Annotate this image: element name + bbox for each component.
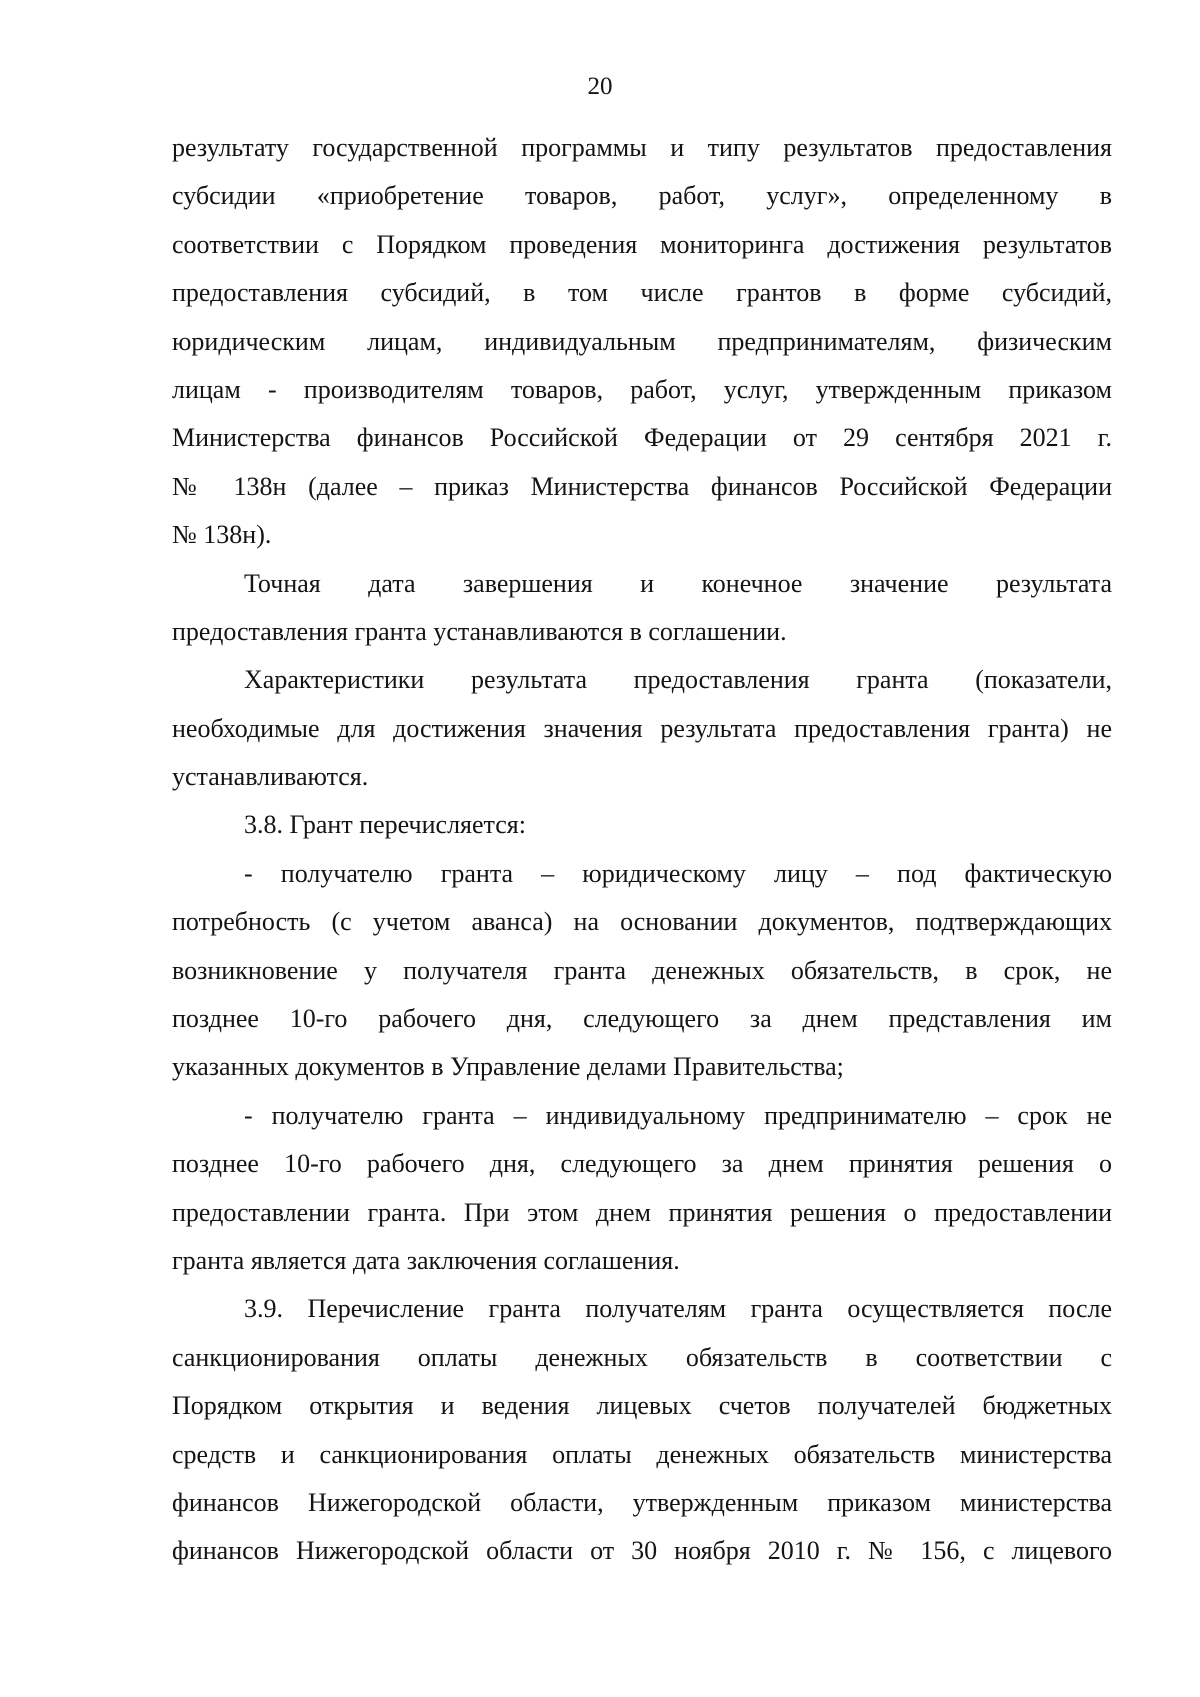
text-line: Министерства финансов Российской Федерации от 29 сентября 2021 г. [172, 423, 1112, 453]
text-line: Характеристики результата предоставления гранта (показатели, [244, 665, 1112, 695]
text-line: Точная дата завершения и конечное значение результата [244, 568, 1112, 598]
text-line: - получателю гранта – юридическому лицу – под фактическую [244, 858, 1112, 888]
text-line: необходимые для достижения значения результата предоставления гранта) не [172, 713, 1112, 743]
document-body [172, 124, 1112, 1576]
text-line: юридическим лицам, индивидуальным предпринимателям, физическим [172, 326, 1112, 356]
text-line: предоставлении гранта. При этом днем принятия решения о предоставлении [172, 1197, 1112, 1227]
text-line: позднее 10-го рабочего дня, следующего за днем представления им [172, 1004, 1112, 1034]
text-line: - получателю гранта – индивидуальному предпринимателю – срок не [244, 1100, 1112, 1130]
text-line: позднее 10-го рабочего дня, следующего за днем принятия решения о [172, 1149, 1112, 1179]
text-line: № 138н). [172, 520, 272, 550]
text-line: потребность (с учетом аванса) на основании документов, подтверждающих [172, 907, 1112, 937]
text-line: № 138н (далее – приказ Министерства финансов Российской Федерации [172, 471, 1112, 501]
text-line: Порядком открытия и ведения лицевых счетов получателей бюджетных [172, 1391, 1112, 1421]
text-line: результату государственной программы и типу результатов предоставления [172, 133, 1112, 162]
text-line: средств и санкционирования оплаты денежных обязательств министерства [172, 1439, 1112, 1469]
text-line: соответствии с Порядком проведения мониторинга достижения результатов [172, 229, 1112, 259]
text-line: 3.9. Перечисление гранта получателям гранта осуществляется после [244, 1294, 1112, 1324]
text-line: субсидии «приобретение товаров, работ, услуг», определенному в [172, 181, 1112, 211]
text-line: устанавливаются. [172, 762, 369, 792]
text-line: возникновение у получателя гранта денежных обязательств, в срок, не [172, 955, 1112, 985]
text-line: финансов Нижегородской области, утвержденным приказом министерства [172, 1487, 1112, 1517]
text-line: указанных документов в Управление делами Правительства; [172, 1052, 844, 1082]
text-line: санкционирования оплаты денежных обязательств в соответствии с [172, 1342, 1112, 1372]
text-line: предоставления гранта устанавливаются в соглашении. [172, 616, 787, 646]
page-number: 20 [587, 73, 613, 100]
text-line: 3.8. Грант перечисляется: [244, 810, 526, 840]
text-line: гранта является дата заключения соглашения. [172, 1245, 680, 1275]
text-line: лицам - производителям товаров, работ, услуг, утвержденным приказом [172, 374, 1112, 404]
text-line: финансов Нижегородской области от 30 ноября 2010 г. № 156, с лицевого [172, 1536, 1112, 1566]
text-line: предоставления субсидий, в том числе грантов в форме субсидий, [172, 278, 1112, 308]
